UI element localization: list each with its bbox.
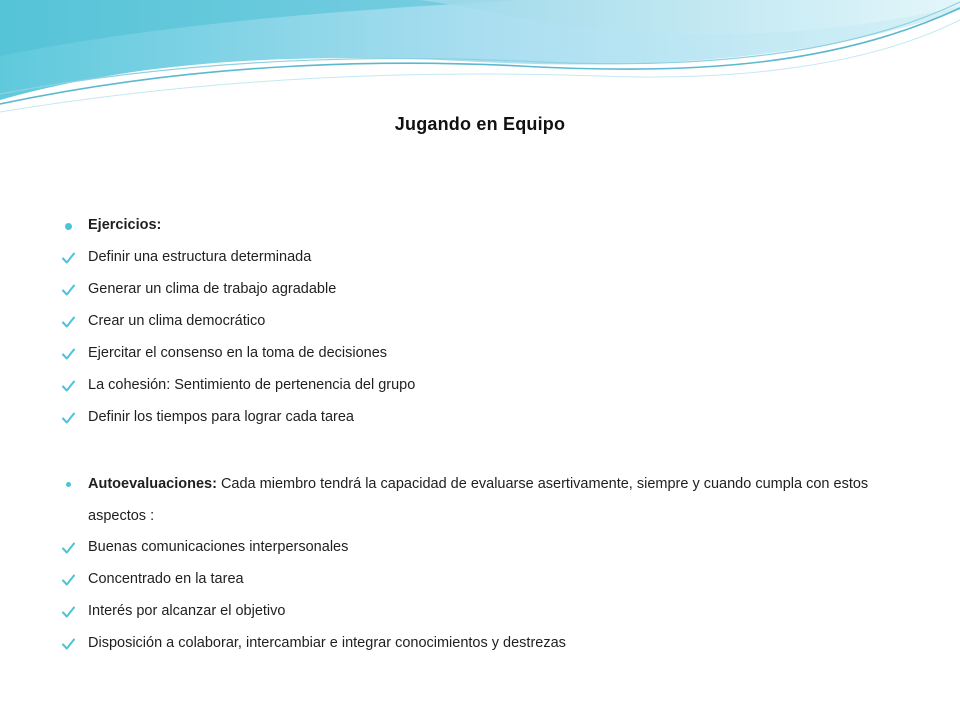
checkmark-icon — [58, 306, 78, 338]
list-item-text: Interés por alcanzar el objetivo — [88, 603, 286, 619]
section-heading-label: Ejercicios: — [88, 217, 162, 233]
list-item-text: Generar un clima de trabajo agradable — [88, 281, 337, 297]
checkmark-icon — [58, 370, 78, 402]
slide-content — [58, 210, 918, 660]
list-item-text: Disposición a colaborar, intercambiar e integrar conocimientos y destrezas — [88, 635, 566, 651]
list-item — [58, 242, 918, 274]
checkmark-icon — [58, 532, 78, 564]
bullet-dot-icon — [58, 468, 78, 500]
checkmark-icon — [58, 274, 78, 306]
list-item-text: La cohesión: Sentimiento de pertenencia del grupo — [88, 377, 416, 393]
decorative-wave-banner — [0, 0, 960, 120]
checkmark-icon — [58, 596, 78, 628]
slide-title: Jugando en Equipo — [394, 114, 566, 134]
bullet-dot-icon — [58, 210, 78, 242]
list-item — [58, 596, 918, 628]
checkmark-icon — [58, 402, 78, 434]
list-item-text: Concentrado en la tarea — [88, 571, 244, 587]
list-item — [58, 338, 918, 370]
list-item — [58, 532, 918, 564]
section-paragraph-text: Cada miembro tendrá la capacidad de evaluarse asertivamente, siempre y cuando cumpla con estos aspectos : — [88, 476, 869, 524]
section-paragraph-autoevaluaciones — [58, 468, 918, 532]
list-item — [58, 370, 918, 402]
section-heading-ejercicios — [58, 210, 918, 242]
list-item-text: Definir los tiempos para lograr cada tarea — [88, 409, 354, 425]
checkmark-icon — [58, 628, 78, 660]
list-item-text: Ejercitar el consenso en la toma de decisiones — [88, 345, 388, 361]
checkmark-icon — [58, 564, 78, 596]
checkmark-icon — [58, 242, 78, 274]
list-item — [58, 306, 918, 338]
list-item — [58, 564, 918, 596]
list-item-text: Definir una estructura determinada — [88, 249, 312, 265]
section-heading-label: Autoevaluaciones: — [88, 476, 217, 492]
list-item — [58, 274, 918, 306]
list-item — [58, 628, 918, 660]
checkmark-icon — [58, 338, 78, 370]
list-item-text: Buenas comunicaciones interpersonales — [88, 539, 349, 555]
list-item-text: Crear un clima democrático — [88, 313, 266, 329]
list-item — [58, 402, 918, 434]
